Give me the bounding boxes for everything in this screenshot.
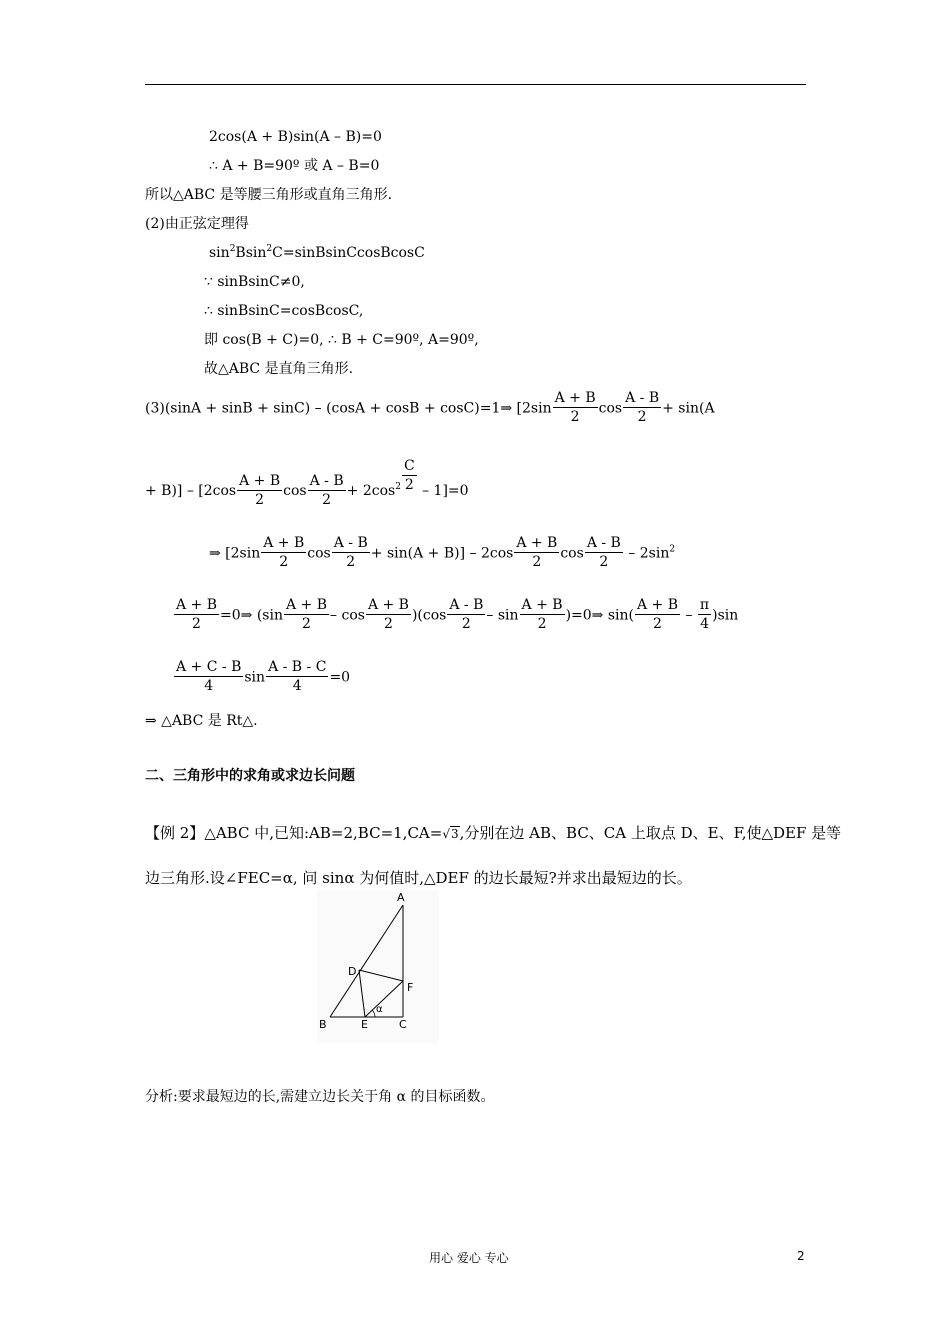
text-run: + sin(A + B)] – 2cos	[370, 545, 514, 562]
triangle-figure	[317, 891, 439, 1043]
denominator: 2	[637, 409, 647, 425]
label-b: B	[319, 1018, 327, 1031]
conclusion-line-2: 故△ABC 是直角三角形.	[204, 361, 354, 377]
numerator: A + C - B	[176, 659, 242, 675]
text-run: △ABC 中,已知:AB=2,BC=1,CA=	[204, 824, 443, 842]
part2-heading: (2)由正弦定理得	[145, 216, 249, 232]
numerator: A - B	[309, 472, 344, 489]
text-run: + 2cos	[346, 483, 396, 499]
label-alpha: α	[376, 1004, 383, 1015]
fraction	[514, 535, 559, 572]
fraction	[553, 390, 598, 427]
example-line-2: 边三角形.设∠FEC=α, 问 sinα 为何值时,△DEF 的边长最短?并求出最短边的长。	[145, 869, 692, 887]
label-f: F	[407, 981, 414, 994]
section-title: 二、三角形中的求角或求边长问题	[145, 768, 355, 784]
fraction-c-over-2	[402, 458, 417, 495]
analysis-line: 分析:要求最短边的长,需建立边长关于角 α 的目标函数。	[145, 1089, 495, 1105]
text-run: Bsin	[235, 245, 267, 261]
fraction	[332, 535, 370, 572]
example-label: 【例 2】	[145, 824, 205, 842]
numerator: π	[699, 597, 710, 613]
denominator: 2	[302, 616, 311, 632]
text-run: )=0⇒ sin(	[565, 607, 634, 624]
denominator: 2	[653, 616, 662, 632]
text-run: ,分别在边 AB、BC、CA 上取点 D、E、F,使△DEF 是等	[459, 824, 842, 842]
numerator: A - B	[586, 535, 621, 551]
fraction-pi-over-4	[698, 597, 711, 634]
denominator: 2	[346, 554, 356, 570]
text-run: – 1]=0	[417, 483, 469, 499]
equation-line-2: ∴ A + B=90º 或 A – B=0	[209, 158, 380, 174]
denominator: 2	[461, 616, 471, 632]
text-run: –	[681, 607, 697, 624]
numerator: A - B	[625, 390, 660, 406]
label-e: E	[361, 1018, 368, 1031]
fraction	[447, 597, 485, 634]
text-run: )sin	[712, 607, 739, 624]
text-run: – 2sin	[623, 545, 670, 562]
denominator: 2	[537, 616, 547, 632]
numerator: A + B	[176, 597, 218, 613]
text-run: ⇒ [2sin	[209, 545, 261, 562]
text-run: – cos	[330, 607, 365, 624]
denominator: 2	[570, 409, 580, 425]
denominator: 4	[700, 616, 709, 632]
fraction	[635, 597, 680, 634]
fraction	[284, 597, 329, 634]
radicand: 3	[450, 827, 459, 841]
text-run: sin	[244, 669, 266, 686]
text-run: cos	[598, 400, 623, 417]
exponent: 2	[266, 244, 273, 254]
denominator: 2	[192, 616, 201, 632]
figure-background	[317, 891, 439, 1043]
equation-line-6: ∵ sinBsinC≠0,	[204, 274, 305, 290]
denominator: 2	[383, 616, 393, 632]
numerator: A - B	[449, 597, 484, 613]
numerator: C	[403, 458, 415, 474]
part3-line-1	[145, 390, 715, 427]
numerator: A + B	[286, 597, 328, 613]
label-a: A	[397, 891, 405, 904]
conclusion-line-1: 所以△ABC 是等腰三角形或直角三角形.	[145, 187, 393, 203]
text-run: =0	[329, 669, 351, 686]
exponent: 2	[229, 244, 236, 254]
sqrt-expression: √3	[442, 827, 459, 841]
header-rule	[145, 84, 806, 85]
numerator: A + B	[263, 535, 305, 551]
denominator: 2	[532, 554, 542, 570]
fraction	[520, 597, 565, 634]
exponent: 2	[669, 544, 676, 555]
numerator: A + B	[554, 390, 596, 406]
numerator: A + B	[239, 472, 281, 489]
footer-slogan: 用心 爱心 专心	[429, 1251, 509, 1265]
denominator: 4	[204, 678, 214, 694]
denominator: 2	[255, 491, 265, 508]
denominator: 2	[279, 554, 289, 570]
part3-line-2	[145, 458, 469, 510]
fraction	[237, 473, 282, 510]
fraction	[623, 390, 661, 427]
equation-line-5	[209, 244, 425, 262]
text-run: sin	[209, 245, 230, 261]
text-run: )(cos	[411, 607, 447, 624]
text-run: =0⇒ (sin	[220, 607, 283, 624]
text-run: (3)(sinA + sinB + sinC) – (cosA + cosB + cosC)=1⇒ [2sin	[145, 400, 552, 417]
page-number: 2	[797, 1249, 805, 1263]
part3-line-4	[173, 597, 738, 634]
fraction	[266, 659, 328, 696]
numerator: A - B	[333, 535, 368, 551]
fraction	[261, 535, 306, 572]
text-run: – sin	[486, 607, 519, 624]
numerator: A + B	[636, 597, 679, 613]
equation-line-7: ∴ sinBsinC=cosBcosC,	[204, 303, 364, 319]
text-run: C=sinBsinCcosBcosC	[272, 245, 425, 261]
text-run: cos	[560, 545, 584, 562]
exponent: 2	[395, 482, 401, 492]
numerator: A + B	[521, 597, 563, 613]
denominator: 2	[404, 477, 414, 493]
fraction	[308, 473, 346, 510]
label-c: C	[399, 1018, 407, 1031]
fraction	[366, 597, 411, 634]
numerator: A - B - C	[268, 659, 327, 675]
denominator: 4	[292, 678, 302, 694]
example-line-1	[145, 824, 841, 843]
text-run: cos	[307, 545, 331, 562]
denominator: 2	[599, 554, 609, 570]
equation-line-1: 2cos(A + B)sin(A – B)=0	[209, 129, 382, 145]
numerator: A + B	[516, 535, 558, 551]
text-run: + sin(A	[662, 400, 715, 417]
text-run: + B)] – [2cos	[145, 483, 237, 499]
part3-line-5	[173, 659, 350, 696]
denominator: 2	[322, 491, 332, 508]
fraction	[174, 659, 243, 696]
conclusion-line-3: ⇒ △ABC 是 Rt△.	[145, 713, 258, 729]
text-run: cos	[283, 483, 307, 499]
part3-line-3	[209, 535, 675, 572]
label-d: D	[348, 965, 357, 978]
fraction	[174, 597, 219, 634]
fraction	[585, 535, 623, 572]
equation-line-8: 即 cos(B + C)=0, ∴ B + C=90º, A=90º,	[204, 332, 479, 348]
numerator: A + B	[367, 597, 409, 613]
